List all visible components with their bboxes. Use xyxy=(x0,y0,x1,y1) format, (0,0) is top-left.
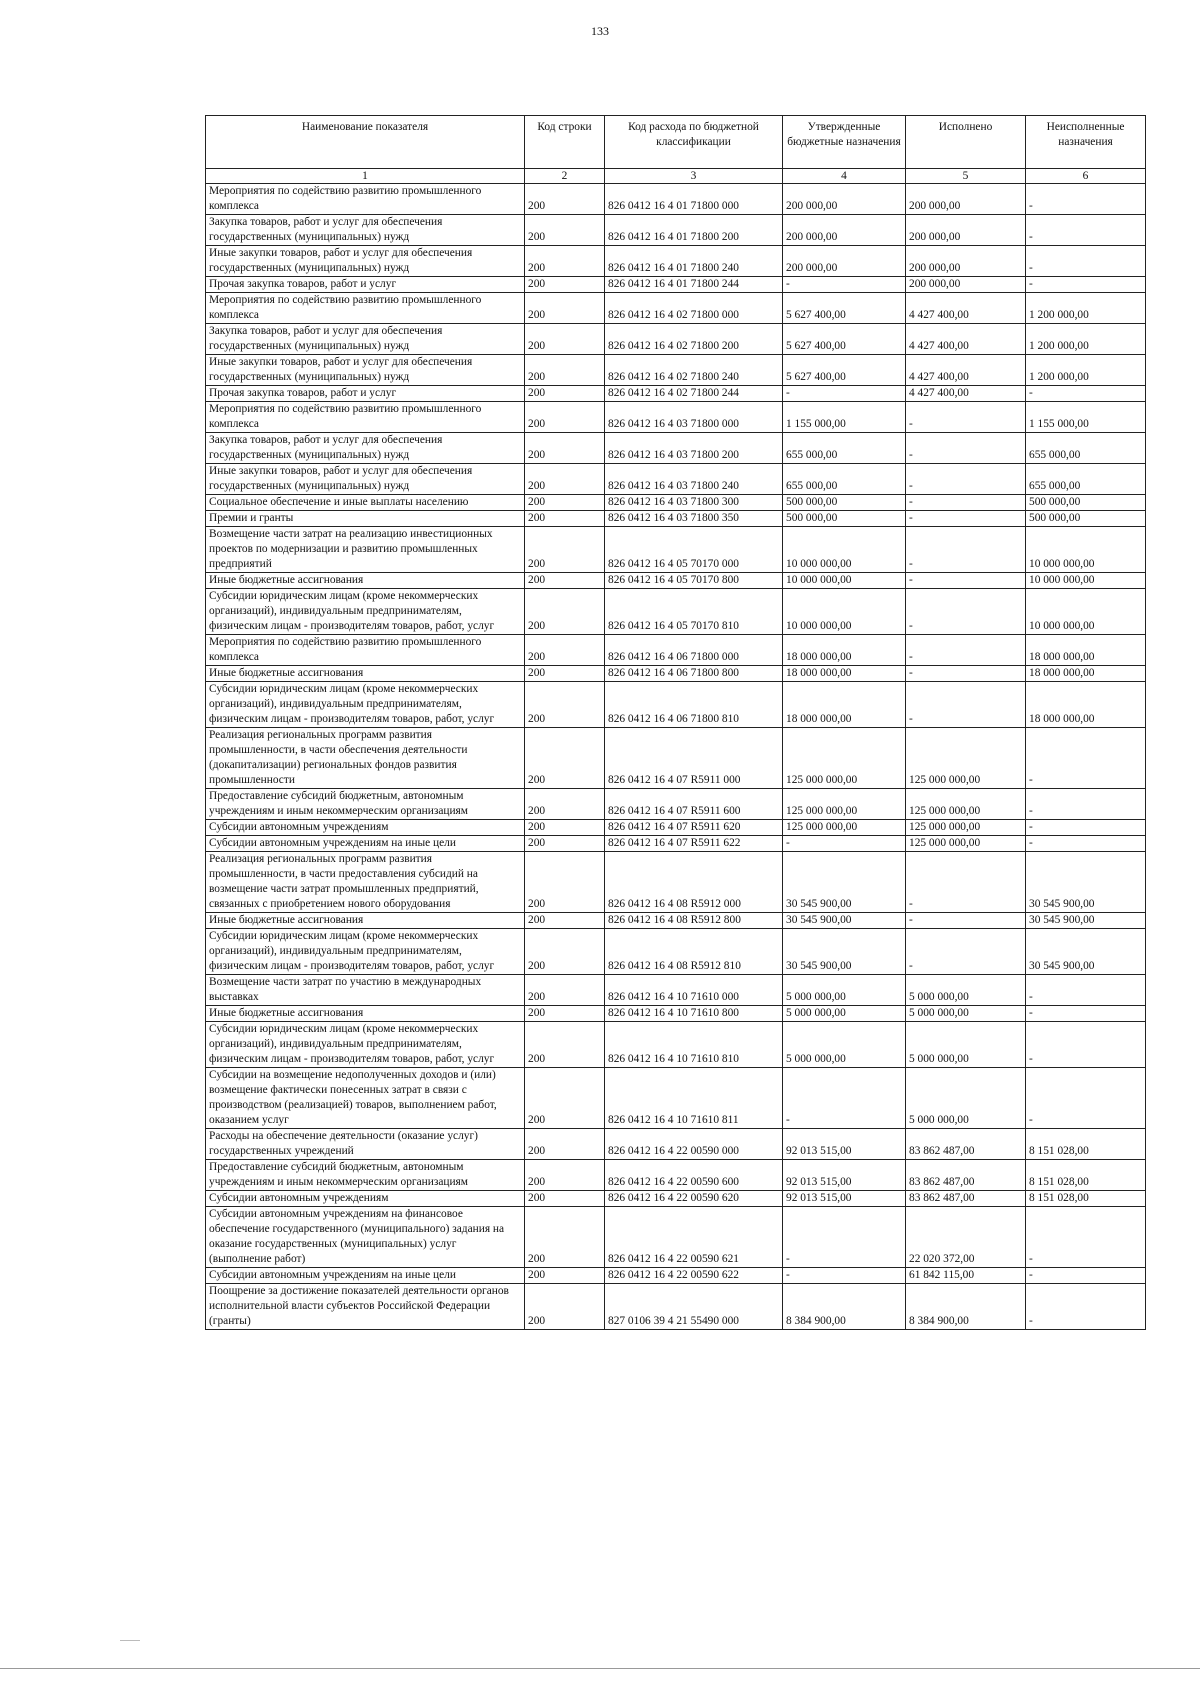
row-budget-classification: 826 0412 16 4 10 71610 811 xyxy=(605,1068,783,1129)
table-row xyxy=(206,1207,1146,1268)
row-executed-amount: 125 000 000,00 xyxy=(906,789,1026,820)
row-approved-amount: - xyxy=(783,1068,906,1129)
row-budget-classification: 826 0412 16 4 03 71800 000 xyxy=(605,402,783,433)
row-approved-amount: 125 000 000,00 xyxy=(783,789,906,820)
header-unexecuted: Неисполненные назначения xyxy=(1026,116,1146,169)
row-executed-amount: 4 427 400,00 xyxy=(906,355,1026,386)
row-line-code: 200 xyxy=(525,511,605,527)
row-approved-amount: 5 000 000,00 xyxy=(783,975,906,1006)
row-line-code: 200 xyxy=(525,913,605,929)
row-approved-amount: - xyxy=(783,386,906,402)
row-line-code: 200 xyxy=(525,589,605,635)
row-approved-amount: 5 000 000,00 xyxy=(783,1022,906,1068)
row-line-code: 200 xyxy=(525,929,605,975)
row-budget-classification: 826 0412 16 4 10 71610 810 xyxy=(605,1022,783,1068)
row-approved-amount: 8 384 900,00 xyxy=(783,1284,906,1330)
row-line-code: 200 xyxy=(525,836,605,852)
row-unexecuted-amount: - xyxy=(1026,215,1146,246)
row-budget-classification: 826 0412 16 4 03 71800 350 xyxy=(605,511,783,527)
row-unexecuted-amount: 1 200 000,00 xyxy=(1026,324,1146,355)
row-indicator-name: Иные закупки товаров, работ и услуг для обеспечения государственных (муниципальных) нужд xyxy=(206,464,525,495)
row-indicator-name: Закупка товаров, работ и услуг для обеспечения государственных (муниципальных) нужд xyxy=(206,433,525,464)
row-approved-amount: 200 000,00 xyxy=(783,215,906,246)
row-executed-amount: - xyxy=(906,589,1026,635)
row-unexecuted-amount: - xyxy=(1026,386,1146,402)
row-budget-classification: 826 0412 16 4 22 00590 621 xyxy=(605,1207,783,1268)
row-budget-classification: 826 0412 16 4 08 R5912 800 xyxy=(605,913,783,929)
row-approved-amount: 18 000 000,00 xyxy=(783,666,906,682)
row-executed-amount: - xyxy=(906,495,1026,511)
row-line-code: 200 xyxy=(525,1068,605,1129)
row-executed-amount: - xyxy=(906,511,1026,527)
row-budget-classification: 826 0412 16 4 06 71800 800 xyxy=(605,666,783,682)
row-indicator-name: Иные закупки товаров, работ и услуг для обеспечения государственных (муниципальных) нужд xyxy=(206,355,525,386)
row-approved-amount: 10 000 000,00 xyxy=(783,573,906,589)
table-row xyxy=(206,635,1146,666)
row-executed-amount: - xyxy=(906,913,1026,929)
row-approved-amount: 125 000 000,00 xyxy=(783,728,906,789)
row-line-code: 200 xyxy=(525,402,605,433)
table-row xyxy=(206,682,1146,728)
table-row xyxy=(206,1022,1146,1068)
row-unexecuted-amount: 1 200 000,00 xyxy=(1026,293,1146,324)
row-executed-amount: - xyxy=(906,852,1026,913)
row-approved-amount: 92 013 515,00 xyxy=(783,1160,906,1191)
row-approved-amount: 18 000 000,00 xyxy=(783,635,906,666)
row-executed-amount: 61 842 115,00 xyxy=(906,1268,1026,1284)
row-executed-amount: 5 000 000,00 xyxy=(906,1006,1026,1022)
row-approved-amount: 30 545 900,00 xyxy=(783,929,906,975)
row-budget-classification: 826 0412 16 4 03 71800 240 xyxy=(605,464,783,495)
table-row xyxy=(206,589,1146,635)
row-budget-classification: 826 0412 16 4 01 71800 240 xyxy=(605,246,783,277)
table-row xyxy=(206,495,1146,511)
row-executed-amount: 5 000 000,00 xyxy=(906,1068,1026,1129)
row-executed-amount: 200 000,00 xyxy=(906,215,1026,246)
row-approved-amount: 500 000,00 xyxy=(783,495,906,511)
row-line-code: 200 xyxy=(525,324,605,355)
table-row xyxy=(206,511,1146,527)
row-indicator-name: Расходы на обеспечение деятельности (оказание услуг) государственных учреждений xyxy=(206,1129,525,1160)
row-indicator-name: Мероприятия по содействию развитию промышленного комплекса xyxy=(206,402,525,433)
column-number: 4 xyxy=(783,169,906,184)
row-indicator-name: Мероприятия по содействию развитию промышленного комплекса xyxy=(206,184,525,215)
row-approved-amount: 5 627 400,00 xyxy=(783,324,906,355)
row-indicator-name: Субсидии на возмещение недополученных доходов и (или) возмещение фактически понесенных затрат в связи с производством (реализацией) товаров, выполнением работ, оказанием услуг xyxy=(206,1068,525,1129)
table-row xyxy=(206,728,1146,789)
row-unexecuted-amount: 30 545 900,00 xyxy=(1026,913,1146,929)
row-indicator-name: Субсидии автономным учреждениям xyxy=(206,1191,525,1207)
column-number-row xyxy=(206,169,1146,184)
row-budget-classification: 826 0412 16 4 05 70170 000 xyxy=(605,527,783,573)
row-unexecuted-amount: 10 000 000,00 xyxy=(1026,589,1146,635)
page-number: 133 xyxy=(591,24,609,38)
row-indicator-name: Иные бюджетные ассигнования xyxy=(206,913,525,929)
row-line-code: 200 xyxy=(525,728,605,789)
row-indicator-name: Иные бюджетные ассигнования xyxy=(206,573,525,589)
row-approved-amount: 5 627 400,00 xyxy=(783,355,906,386)
table-body xyxy=(206,184,1146,1330)
row-budget-classification: 826 0412 16 4 02 71800 000 xyxy=(605,293,783,324)
row-executed-amount: 5 000 000,00 xyxy=(906,1022,1026,1068)
row-unexecuted-amount: - xyxy=(1026,728,1146,789)
row-indicator-name: Закупка товаров, работ и услуг для обеспечения государственных (муниципальных) нужд xyxy=(206,215,525,246)
row-unexecuted-amount: - xyxy=(1026,1284,1146,1330)
row-line-code: 200 xyxy=(525,1191,605,1207)
row-approved-amount: 500 000,00 xyxy=(783,511,906,527)
row-executed-amount: 83 862 487,00 xyxy=(906,1129,1026,1160)
row-line-code: 200 xyxy=(525,464,605,495)
row-budget-classification: 826 0412 16 4 01 71800 000 xyxy=(605,184,783,215)
row-unexecuted-amount: 1 155 000,00 xyxy=(1026,402,1146,433)
row-executed-amount: - xyxy=(906,666,1026,682)
row-line-code: 200 xyxy=(525,433,605,464)
row-unexecuted-amount: 30 545 900,00 xyxy=(1026,929,1146,975)
table-row xyxy=(206,1068,1146,1129)
row-line-code: 200 xyxy=(525,682,605,728)
row-unexecuted-amount: - xyxy=(1026,1268,1146,1284)
table-row xyxy=(206,277,1146,293)
row-budget-classification: 826 0412 16 4 08 R5912 000 xyxy=(605,852,783,913)
row-line-code: 200 xyxy=(525,789,605,820)
row-executed-amount: 4 427 400,00 xyxy=(906,293,1026,324)
row-budget-classification: 827 0106 39 4 21 55490 000 xyxy=(605,1284,783,1330)
row-executed-amount: 8 384 900,00 xyxy=(906,1284,1026,1330)
row-approved-amount: 18 000 000,00 xyxy=(783,682,906,728)
row-budget-classification: 826 0412 16 4 10 71610 800 xyxy=(605,1006,783,1022)
row-budget-classification: 826 0412 16 4 22 00590 622 xyxy=(605,1268,783,1284)
row-unexecuted-amount: - xyxy=(1026,184,1146,215)
row-line-code: 200 xyxy=(525,635,605,666)
row-executed-amount: - xyxy=(906,635,1026,666)
row-executed-amount: - xyxy=(906,929,1026,975)
table-row xyxy=(206,975,1146,1006)
row-unexecuted-amount: - xyxy=(1026,246,1146,277)
row-budget-classification: 826 0412 16 4 10 71610 000 xyxy=(605,975,783,1006)
row-approved-amount: 655 000,00 xyxy=(783,464,906,495)
row-indicator-name: Субсидии автономным учреждениям на иные цели xyxy=(206,1268,525,1284)
table-row xyxy=(206,1160,1146,1191)
row-unexecuted-amount: - xyxy=(1026,1068,1146,1129)
row-approved-amount: - xyxy=(783,1268,906,1284)
row-line-code: 200 xyxy=(525,975,605,1006)
row-line-code: 200 xyxy=(525,1268,605,1284)
table-row xyxy=(206,527,1146,573)
row-line-code: 200 xyxy=(525,852,605,913)
row-unexecuted-amount: 8 151 028,00 xyxy=(1026,1191,1146,1207)
row-unexecuted-amount: - xyxy=(1026,1006,1146,1022)
row-unexecuted-amount: 8 151 028,00 xyxy=(1026,1129,1146,1160)
row-unexecuted-amount: 655 000,00 xyxy=(1026,464,1146,495)
table-row xyxy=(206,464,1146,495)
row-budget-classification: 826 0412 16 4 03 71800 300 xyxy=(605,495,783,511)
row-unexecuted-amount: 10 000 000,00 xyxy=(1026,573,1146,589)
row-approved-amount: 5 000 000,00 xyxy=(783,1006,906,1022)
row-unexecuted-amount: - xyxy=(1026,1207,1146,1268)
table-row xyxy=(206,573,1146,589)
header-indicator-name: Наименование показателя xyxy=(206,116,525,169)
row-budget-classification: 826 0412 16 4 02 71800 200 xyxy=(605,324,783,355)
budget-execution-table xyxy=(205,115,1146,1330)
row-indicator-name: Субсидии юридическим лицам (кроме некоммерческих организаций), индивидуальным предпринимателям, физическим лицам - производителям товаров, работ, услуг xyxy=(206,1022,525,1068)
row-indicator-name: Прочая закупка товаров, работ и услуг xyxy=(206,386,525,402)
row-budget-classification: 826 0412 16 4 07 R5911 600 xyxy=(605,789,783,820)
row-unexecuted-amount: 500 000,00 xyxy=(1026,495,1146,511)
row-unexecuted-amount: 18 000 000,00 xyxy=(1026,682,1146,728)
row-approved-amount: 10 000 000,00 xyxy=(783,527,906,573)
row-budget-classification: 826 0412 16 4 05 70170 810 xyxy=(605,589,783,635)
row-unexecuted-amount: - xyxy=(1026,789,1146,820)
row-budget-classification: 826 0412 16 4 22 00590 000 xyxy=(605,1129,783,1160)
row-unexecuted-amount: - xyxy=(1026,836,1146,852)
table-row xyxy=(206,293,1146,324)
table-row xyxy=(206,433,1146,464)
row-executed-amount: 125 000 000,00 xyxy=(906,820,1026,836)
row-line-code: 200 xyxy=(525,495,605,511)
row-unexecuted-amount: 10 000 000,00 xyxy=(1026,527,1146,573)
table-row xyxy=(206,1284,1146,1330)
row-line-code: 200 xyxy=(525,1129,605,1160)
row-line-code: 200 xyxy=(525,666,605,682)
row-indicator-name: Субсидии юридическим лицам (кроме некоммерческих организаций), индивидуальным предпринимателям, физическим лицам - производителям товаров, работ, услуг xyxy=(206,682,525,728)
header-budget-classification: Код расхода по бюджетной классификации xyxy=(605,116,783,169)
row-indicator-name: Поощрение за достижение показателей деятельности органов исполнительной власти субъектов Российской Федерации (гранты) xyxy=(206,1284,525,1330)
row-indicator-name: Социальное обеспечение и иные выплаты населению xyxy=(206,495,525,511)
row-executed-amount: 83 862 487,00 xyxy=(906,1191,1026,1207)
table-row xyxy=(206,386,1146,402)
table-row xyxy=(206,913,1146,929)
row-unexecuted-amount: - xyxy=(1026,820,1146,836)
row-indicator-name: Возмещение части затрат по участию в международных выставках xyxy=(206,975,525,1006)
row-indicator-name: Предоставление субсидий бюджетным, автономным учреждениям и иным некоммерческим организациям xyxy=(206,789,525,820)
row-unexecuted-amount: - xyxy=(1026,975,1146,1006)
row-approved-amount: 30 545 900,00 xyxy=(783,852,906,913)
row-indicator-name: Иные бюджетные ассигнования xyxy=(206,666,525,682)
row-budget-classification: 826 0412 16 4 08 R5912 810 xyxy=(605,929,783,975)
row-executed-amount: 4 427 400,00 xyxy=(906,324,1026,355)
row-budget-classification: 826 0412 16 4 01 71800 244 xyxy=(605,277,783,293)
row-approved-amount: 200 000,00 xyxy=(783,184,906,215)
header-approved: Утвержденные бюджетные назначения xyxy=(783,116,906,169)
row-indicator-name: Мероприятия по содействию развитию промышленного комплекса xyxy=(206,635,525,666)
row-line-code: 200 xyxy=(525,277,605,293)
row-indicator-name: Реализация региональных программ развития промышленности, в части обеспечения деятельности (докапитализации) региональных фондов развития промышленности xyxy=(206,728,525,789)
row-budget-classification: 826 0412 16 4 06 71800 810 xyxy=(605,682,783,728)
row-executed-amount: - xyxy=(906,573,1026,589)
row-budget-classification: 826 0412 16 4 06 71800 000 xyxy=(605,635,783,666)
row-unexecuted-amount: 1 200 000,00 xyxy=(1026,355,1146,386)
table-row xyxy=(206,852,1146,913)
row-executed-amount: - xyxy=(906,682,1026,728)
row-executed-amount: - xyxy=(906,402,1026,433)
row-budget-classification: 826 0412 16 4 07 R5911 000 xyxy=(605,728,783,789)
row-executed-amount: 22 020 372,00 xyxy=(906,1207,1026,1268)
table-row xyxy=(206,402,1146,433)
table-header-row xyxy=(206,116,1146,169)
row-approved-amount: 92 013 515,00 xyxy=(783,1191,906,1207)
row-indicator-name: Субсидии автономным учреждениям xyxy=(206,820,525,836)
table-row xyxy=(206,820,1146,836)
row-line-code: 200 xyxy=(525,386,605,402)
row-approved-amount: - xyxy=(783,277,906,293)
row-executed-amount: 5 000 000,00 xyxy=(906,975,1026,1006)
row-approved-amount: 10 000 000,00 xyxy=(783,589,906,635)
row-line-code: 200 xyxy=(525,246,605,277)
row-indicator-name: Субсидии автономным учреждениям на иные цели xyxy=(206,836,525,852)
table-row xyxy=(206,355,1146,386)
row-line-code: 200 xyxy=(525,1022,605,1068)
row-indicator-name: Субсидии юридическим лицам (кроме некоммерческих организаций), индивидуальным предпринимателям, физическим лицам - производителям товаров, работ, услуг xyxy=(206,929,525,975)
table-row xyxy=(206,1191,1146,1207)
column-number: 3 xyxy=(605,169,783,184)
row-line-code: 200 xyxy=(525,1284,605,1330)
row-indicator-name: Субсидии автономным учреждениям на финансовое обеспечение государственного (муниципального) задания на оказание государственных (муниципальных) услуг (выполнение работ) xyxy=(206,1207,525,1268)
row-budget-classification: 826 0412 16 4 07 R5911 620 xyxy=(605,820,783,836)
table-row xyxy=(206,1006,1146,1022)
table-row xyxy=(206,324,1146,355)
row-approved-amount: 655 000,00 xyxy=(783,433,906,464)
row-executed-amount: 200 000,00 xyxy=(906,184,1026,215)
row-line-code: 200 xyxy=(525,573,605,589)
row-indicator-name: Возмещение части затрат на реализацию инвестиционных проектов по модернизации и развитию промышленных предприятий xyxy=(206,527,525,573)
row-budget-classification: 826 0412 16 4 22 00590 600 xyxy=(605,1160,783,1191)
table-row xyxy=(206,666,1146,682)
table-row xyxy=(206,1129,1146,1160)
column-number: 2 xyxy=(525,169,605,184)
column-number: 1 xyxy=(206,169,525,184)
row-budget-classification: 826 0412 16 4 02 71800 244 xyxy=(605,386,783,402)
row-approved-amount: - xyxy=(783,1207,906,1268)
row-approved-amount: 125 000 000,00 xyxy=(783,820,906,836)
row-approved-amount: 92 013 515,00 xyxy=(783,1129,906,1160)
column-number: 5 xyxy=(906,169,1026,184)
row-approved-amount: - xyxy=(783,836,906,852)
row-unexecuted-amount: 30 545 900,00 xyxy=(1026,852,1146,913)
row-unexecuted-amount: 500 000,00 xyxy=(1026,511,1146,527)
table-row xyxy=(206,184,1146,215)
row-executed-amount: 125 000 000,00 xyxy=(906,728,1026,789)
row-indicator-name: Премии и гранты xyxy=(206,511,525,527)
row-indicator-name: Иные бюджетные ассигнования xyxy=(206,1006,525,1022)
row-budget-classification: 826 0412 16 4 01 71800 200 xyxy=(605,215,783,246)
row-unexecuted-amount: 8 151 028,00 xyxy=(1026,1160,1146,1191)
column-number: 6 xyxy=(1026,169,1146,184)
table-row xyxy=(206,929,1146,975)
row-budget-classification: 826 0412 16 4 05 70170 800 xyxy=(605,573,783,589)
row-executed-amount: 4 427 400,00 xyxy=(906,386,1026,402)
row-indicator-name: Реализация региональных программ развития промышленности, в части предоставления субсидий на возмещение части затрат промышленных предприятий, связанных с приобретением нового оборудования xyxy=(206,852,525,913)
row-executed-amount: - xyxy=(906,527,1026,573)
row-budget-classification: 826 0412 16 4 03 71800 200 xyxy=(605,433,783,464)
margin-mark xyxy=(120,1640,140,1641)
row-executed-amount: 200 000,00 xyxy=(906,246,1026,277)
row-line-code: 200 xyxy=(525,820,605,836)
row-budget-classification: 826 0412 16 4 22 00590 620 xyxy=(605,1191,783,1207)
row-budget-classification: 826 0412 16 4 07 R5911 622 xyxy=(605,836,783,852)
row-line-code: 200 xyxy=(525,184,605,215)
table-row xyxy=(206,1268,1146,1284)
table-row xyxy=(206,246,1146,277)
row-indicator-name: Субсидии юридическим лицам (кроме некоммерческих организаций), индивидуальным предпринимателям, физическим лицам - производителям товаров, работ, услуг xyxy=(206,589,525,635)
row-line-code: 200 xyxy=(525,293,605,324)
row-approved-amount: 30 545 900,00 xyxy=(783,913,906,929)
row-indicator-name: Закупка товаров, работ и услуг для обеспечения государственных (муниципальных) нужд xyxy=(206,324,525,355)
row-approved-amount: 5 627 400,00 xyxy=(783,293,906,324)
row-line-code: 200 xyxy=(525,527,605,573)
row-line-code: 200 xyxy=(525,1207,605,1268)
row-executed-amount: 200 000,00 xyxy=(906,277,1026,293)
row-executed-amount: - xyxy=(906,464,1026,495)
row-line-code: 200 xyxy=(525,215,605,246)
row-executed-amount: - xyxy=(906,433,1026,464)
header-line-code: Код строки xyxy=(525,116,605,169)
row-executed-amount: 125 000 000,00 xyxy=(906,836,1026,852)
row-indicator-name: Иные закупки товаров, работ и услуг для обеспечения государственных (муниципальных) нужд xyxy=(206,246,525,277)
row-line-code: 200 xyxy=(525,1160,605,1191)
row-budget-classification: 826 0412 16 4 02 71800 240 xyxy=(605,355,783,386)
row-unexecuted-amount: 18 000 000,00 xyxy=(1026,635,1146,666)
header-executed: Исполнено xyxy=(906,116,1026,169)
row-executed-amount: 83 862 487,00 xyxy=(906,1160,1026,1191)
row-line-code: 200 xyxy=(525,1006,605,1022)
row-line-code: 200 xyxy=(525,355,605,386)
table-row xyxy=(206,836,1146,852)
row-unexecuted-amount: 655 000,00 xyxy=(1026,433,1146,464)
row-unexecuted-amount: - xyxy=(1026,277,1146,293)
row-approved-amount: 1 155 000,00 xyxy=(783,402,906,433)
row-unexecuted-amount: - xyxy=(1026,1022,1146,1068)
bottom-rule xyxy=(0,1668,1200,1669)
table-row xyxy=(206,215,1146,246)
row-approved-amount: 200 000,00 xyxy=(783,246,906,277)
row-indicator-name: Предоставление субсидий бюджетным, автономным учреждениям и иным некоммерческим организациям xyxy=(206,1160,525,1191)
row-unexecuted-amount: 18 000 000,00 xyxy=(1026,666,1146,682)
row-indicator-name: Прочая закупка товаров, работ и услуг xyxy=(206,277,525,293)
table-row xyxy=(206,789,1146,820)
row-indicator-name: Мероприятия по содействию развитию промышленного комплекса xyxy=(206,293,525,324)
